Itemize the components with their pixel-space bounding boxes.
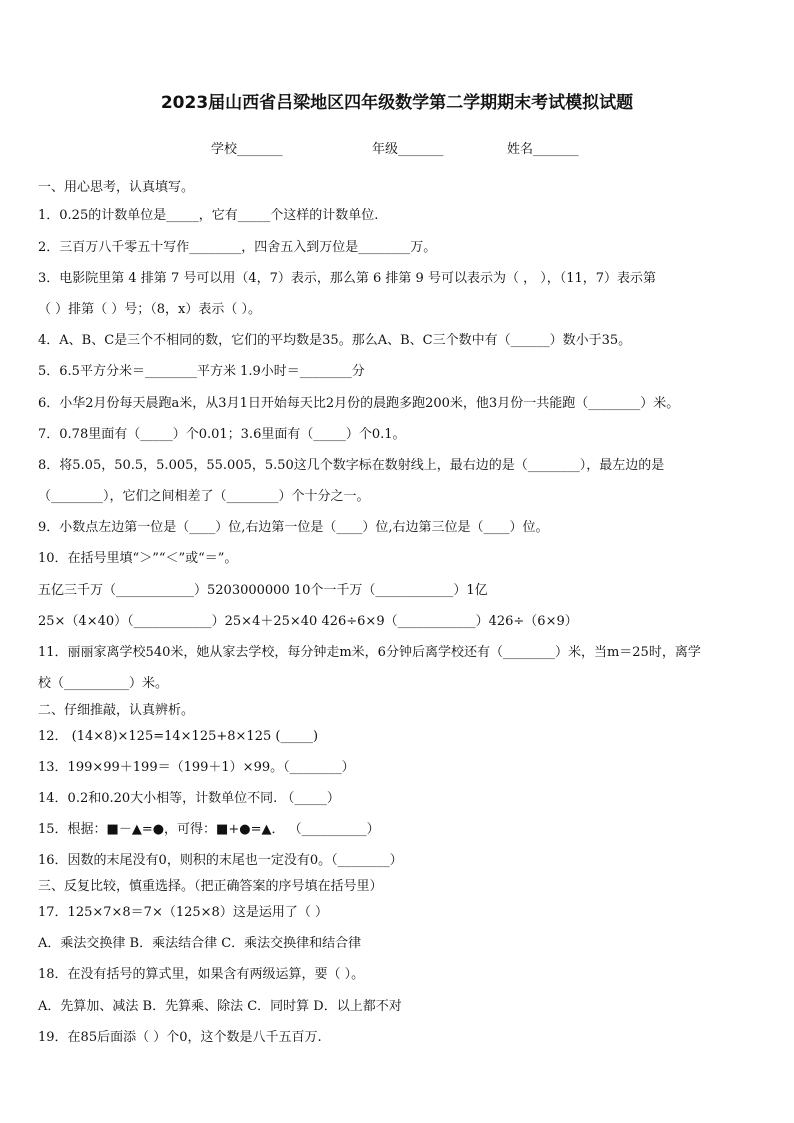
option-line: A．乘法交换律 B．乘法结合律 C．乘法交换律和结合律: [38, 936, 362, 951]
question-line: 17．125×7×8＝7×（125×8）这是运用了（ ）: [38, 905, 328, 920]
question-line: 10．在括号里填“＞”“＜”或“＝”。: [38, 551, 238, 566]
question-line: 五亿三千万（____________）5203000000 10个一千万（____________）1亿: [38, 583, 488, 598]
question-line: 9．小数点左边第一位是（____）位,右边第一位是（____）位,右边第三位是（____）位。: [38, 520, 549, 535]
page-title: 2023届山西省吕梁地区四年级数学第二学期期末考试模拟试题: [160, 93, 634, 113]
question-line: 2．三百万八千零五十写作________，四舍五入到万位是________万。: [38, 240, 437, 255]
question-line: 3．电影院里第 4 排第 7 号可以用（4，7）表示，那么第 6 排第 9 号可以表示为（ ， ），（11，7）表示第: [38, 271, 657, 286]
grade-field[interactable]: 年级_______: [372, 142, 444, 157]
question-line: 6．小华2月份每天晨跑a米，从3月1日开始每天比2月份的晨跑多跑200米，他3月份一共能跑（________）米。: [38, 396, 680, 411]
question-line: 12． (14×8)×125=14×125+8×125 (_____): [38, 729, 319, 744]
section-heading: 二、仔细推敲，认真辨析。: [38, 703, 195, 718]
question-line: 11．丽丽家离学校540米，她从家去学校，每分钟走m米，6分钟后离学校还有（________）米，当m＝25时，离学: [38, 645, 701, 660]
question-line: 13．199×99＋199＝（199＋1）×99。（________）: [38, 760, 355, 775]
section-heading: 三、反复比较，慎重选择。（把正确答案的序号填在括号里）: [38, 879, 383, 894]
option-line: A．先算加、减法 B．先算乘、除法 C．同时算 D．以上都不对: [38, 999, 402, 1014]
question-line: 14．0.2和0.20大小相等，计数单位不同. （_____）: [38, 791, 340, 806]
question-line: （ ）排第（ ）号；（8，x）表示（ ）。: [38, 302, 261, 317]
question-line: 8．将5.05，50.5，5.005，55.005，5.50这几个数字标在数射线上，最右边的是（________），最左边的是: [38, 458, 665, 473]
question-line: 25×（4×40）（____________）25×4＋25×40 426÷6×9（____________）426÷（6×9）: [38, 614, 578, 629]
question-line: 1．0.25的计数单位是_____，它有_____个这样的计数单位.: [38, 208, 379, 223]
question-line: 15．根据：■－▲=●，可得：■+●=▲． （__________）: [38, 822, 380, 837]
question-line: 5．6.5平方分米＝________平方米 1.9小时＝________分: [38, 364, 365, 379]
question-line: 16．因数的末尾没有0，则积的末尾也一定没有0。（________）: [38, 853, 403, 868]
section-heading: 一、用心思考，认真填写。: [38, 180, 195, 195]
name-field[interactable]: 姓名_______: [507, 142, 579, 157]
question-line: 4．A、B、C是三个不相同的数，它们的平均数是35。那么A、B、C三个数中有（______）数小于35。: [38, 333, 632, 348]
question-line: 18．在没有括号的算式里，如果含有两级运算，要（ ）。: [38, 967, 365, 982]
question-line: （________），它们之间相差了（________）个十分之一。: [38, 489, 370, 504]
question-line: 校（__________）米。: [38, 676, 169, 691]
school-field[interactable]: 学校_______: [211, 142, 283, 157]
question-line: 19．在85后面添（ ）个0，这个数是八千五百万.: [38, 1030, 322, 1045]
question-line: 7．0.78里面有（_____）个0.01；3.6里面有（_____）个0.1。: [38, 427, 406, 442]
